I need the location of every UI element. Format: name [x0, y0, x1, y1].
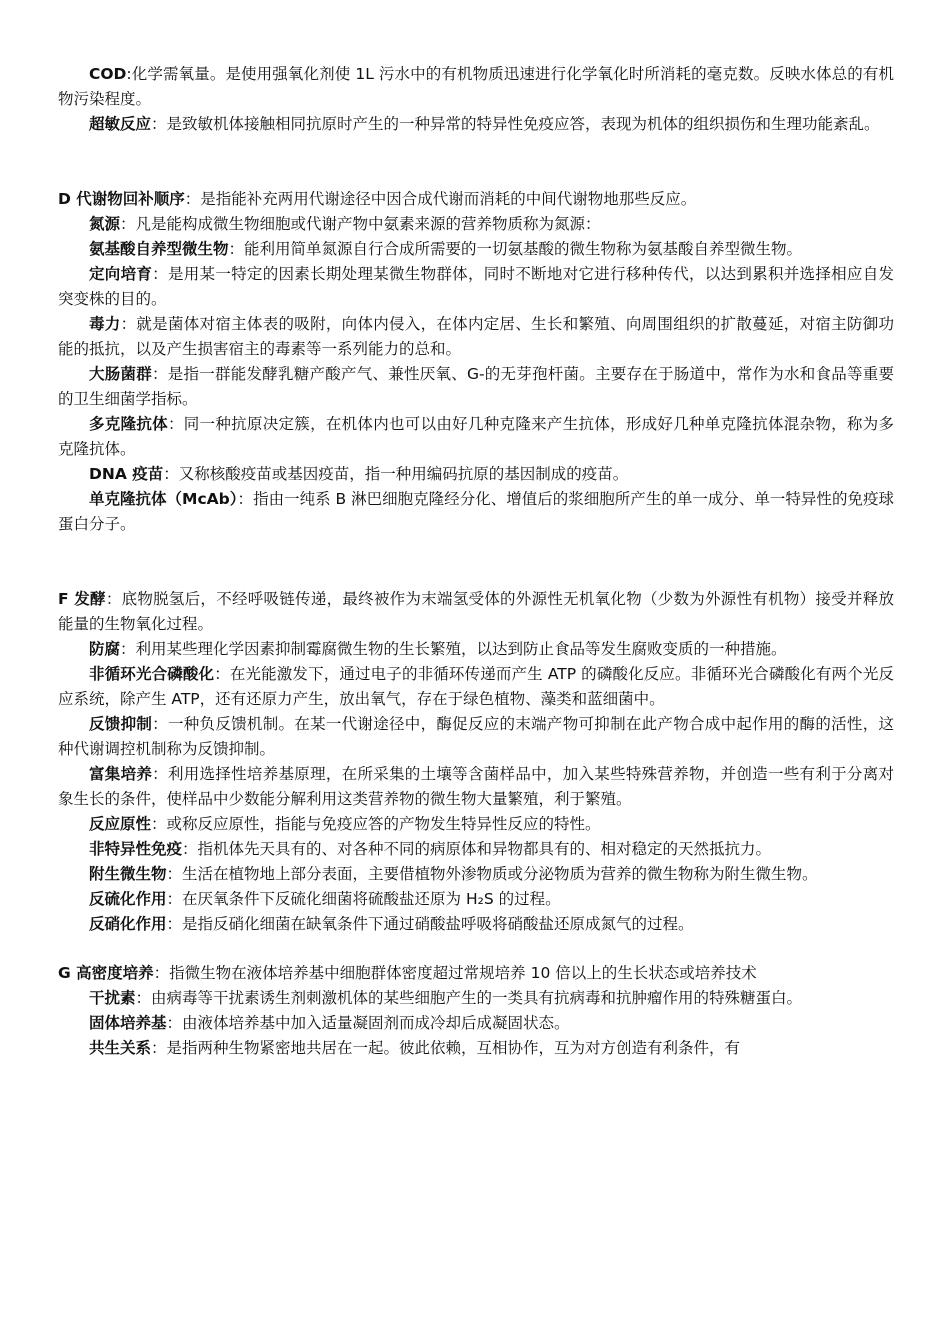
glossary-entry [58, 837, 894, 862]
section-gap [58, 137, 894, 187]
glossary-term: 超敏反应 [89, 115, 152, 133]
glossary-term: 反硫化作用 [89, 890, 167, 908]
glossary-definition: 是用某一特定的因素长期处理某微生物群体，同时不断地对它进行移种传代，以达到累积并选择相应自发突变株的目的。 [58, 265, 894, 308]
glossary-definition: 同一种抗原决定簇，在机体内也可以由好几种克隆来产生抗体，形成好几种单克隆抗体混杂物，称为多克隆抗体。 [58, 415, 894, 458]
term-separator: ： [166, 865, 183, 883]
term-separator: ： [153, 964, 170, 982]
term-separator: ： [214, 665, 230, 683]
glossary-definition: 是指两种生物紧密地共居在一起。彼此依赖，互相协作，互为对方创造有利条件，有 [166, 1039, 741, 1057]
glossary-definition: 凡是能构成微生物细胞或代谢产物中氨素来源的营养物质称为氮源： [135, 215, 601, 233]
glossary-definition: 化学需氧量。是使用强氧化剂使 1L 污水中的有机物质迅速进行化学氧化时所消耗的毫克数。反映水体总的有机物污染程度。 [58, 65, 894, 108]
term-separator: ： [152, 765, 168, 783]
term-separator: ： [184, 190, 201, 208]
glossary-entry [58, 112, 894, 137]
section-gap [58, 537, 894, 587]
section-letter: D [58, 190, 77, 208]
term-separator: ： [152, 365, 168, 383]
term-separator: ： [120, 315, 137, 333]
glossary-entry [58, 637, 894, 662]
glossary-term: 反馈抑制 [89, 715, 153, 733]
term-separator: ： [182, 840, 198, 858]
glossary-definition: 就是菌体对宿主体表的吸附，向体内侵入，在体内定居、生长和繁殖、向周围组织的扩散蔓延，对宿主防御功能的抵抗，以及产生损害宿主的毒素等一系列能力的总和。 [58, 315, 894, 358]
glossary-term: 反应原性 [89, 815, 152, 833]
term-separator: ： [237, 490, 254, 508]
term-separator: ： [105, 590, 122, 608]
glossary-term: 附生微生物 [89, 865, 167, 883]
glossary-definition: 是指一群能发酵乳糖产酸产气、兼性厌氧、G-的无芽孢杆菌。主要存在于肠道中，常作为水和食品等重要的卫生细菌学指标。 [58, 365, 894, 408]
glossary-definition: 或称反应原性，指能与免疫应答的产物发生特异性反应的特性。 [166, 815, 601, 833]
term-separator: ： [163, 465, 179, 483]
glossary-entry [58, 212, 894, 237]
glossary-entry [58, 187, 894, 212]
term-separator: ： [135, 989, 152, 1007]
glossary-definition: 是指能补充两用代谢途径中因合成代谢而消耗的中间代谢物地那些反应。 [200, 190, 697, 208]
glossary-term: 氮源 [89, 215, 121, 233]
glossary-term: 代谢物回补顺序 [76, 190, 185, 208]
term-separator: ： [166, 1014, 183, 1032]
term-separator: ： [152, 265, 168, 283]
glossary-definition: 是指反硝化细菌在缺氧条件下通过硝酸盐呼吸将硝酸盐还原成氮气的过程。 [182, 915, 694, 933]
glossary-entry [58, 862, 894, 887]
glossary-definition: 底物脱氢后，不经呼吸链传递，最终被作为末端氢受体的外源性无机氧化物（少数为外源性有机物）接受并释放能量的生物氧化过程。 [58, 590, 894, 633]
term-separator: ： [152, 715, 168, 733]
glossary-entry [58, 62, 894, 112]
glossary-term: 氨基酸自养型微生物 [89, 240, 229, 258]
glossary-entry [58, 412, 894, 462]
glossary-entry [58, 1036, 894, 1061]
glossary-definition: 一种负反馈机制。在某一代谢途径中，酶促反应的末端产物可抑制在此产物合成中起作用的酶的活性，这种代谢调控机制称为反馈抑制。 [58, 715, 894, 758]
section-letter: G [58, 964, 77, 982]
glossary-term: 富集培养 [89, 765, 153, 783]
glossary-term: 发酵 [74, 590, 106, 608]
term-separator: ： [151, 815, 167, 833]
glossary-term: DNA 疫苗 [89, 465, 164, 483]
glossary-definition: 指微生物在液体培养基中细胞群体密度超过常规培养 10 倍以上的生长状态或培养技术 [169, 964, 757, 982]
glossary-entry [58, 712, 894, 762]
term-separator: ： [167, 415, 184, 433]
glossary-entry [58, 312, 894, 362]
glossary-definition: 在光能激发下，通过电子的非循环传递而产生 ATP 的磷酸化反应。非循环光合磷酸化有两个光反应系统，除产生 ATP，还有还原力产生，放出氧气，存在于绿色植物、藻类和蓝细菌中。 [58, 665, 894, 708]
glossary-definition: 指由一纯系 B 淋巴细胞克隆经分化、增值后的浆细胞所产生的单一成分、单一特异性的免疫球蛋白分子。 [58, 490, 894, 533]
glossary-term: 固体培养基 [89, 1014, 167, 1032]
glossary-term: 反硝化作用 [89, 915, 167, 933]
glossary-definition: 生活在植物地上部分表面，主要借植物外渗物质或分泌物质为营养的微生物称为附生微生物。 [182, 865, 818, 883]
glossary-entry [58, 812, 894, 837]
glossary-entry [58, 362, 894, 412]
glossary-definition: 由病毒等干扰素诱生剂刺激机体的某些细胞产生的一类具有抗病毒和抗肿瘤作用的特殊糖蛋白。 [151, 989, 803, 1007]
glossary-definition: 由液体培养基中加入适量凝固剂而成冷却后成凝固状态。 [182, 1014, 570, 1032]
glossary-entry [58, 1011, 894, 1036]
glossary-entry [58, 961, 894, 986]
glossary-entry [58, 662, 894, 712]
glossary-term: 毒力 [89, 315, 121, 333]
glossary-entry [58, 462, 894, 487]
term-separator: ： [120, 640, 136, 658]
glossary-term: 高密度培养 [76, 964, 154, 982]
glossary-entry [58, 986, 894, 1011]
section-gap [58, 937, 894, 961]
glossary-entry [58, 887, 894, 912]
term-separator: : [126, 65, 132, 83]
glossary-term: 共生关系 [89, 1039, 152, 1057]
glossary-term: 大肠菌群 [89, 365, 152, 383]
glossary-term: 非特异性免疫 [89, 840, 183, 858]
glossary-definition: 指机体先天具有的、对各种不同的病原体和异物都具有的、相对稳定的天然抵抗力。 [197, 840, 772, 858]
term-separator: ： [151, 1039, 167, 1057]
glossary-term: COD [89, 65, 127, 83]
term-separator: ： [166, 915, 183, 933]
term-separator: ： [228, 240, 245, 258]
glossary-term: 多克隆抗体 [89, 415, 168, 433]
glossary-entry [58, 587, 894, 637]
glossary-entry [58, 762, 894, 812]
glossary-definition: 又称核酸疫苗或基因疫苗，指一种用编码抗原的基因制成的疫苗。 [178, 465, 629, 483]
term-separator: ： [166, 890, 183, 908]
term-separator: ： [151, 115, 167, 133]
glossary-entry [58, 237, 894, 262]
glossary-term: 防腐 [89, 640, 121, 658]
glossary-term: 非循环光合磷酸化 [89, 665, 215, 683]
glossary-definition: 利用某些理化学因素抑制霉腐微生物的生长繁殖，以达到防止食品等发生腐败变质的一种措施。 [135, 640, 787, 658]
term-separator: ： [120, 215, 136, 233]
glossary-entry [58, 262, 894, 312]
glossary-definition: 是致敏机体接触相同抗原时产生的一种异常的特异性免疫应答，表现为机体的组织损伤和生理功能紊乱。 [166, 115, 880, 133]
glossary-definition: 能利用简单氮源自行合成所需要的一切氨基酸的微生物称为氨基酸自养型微生物。 [244, 240, 803, 258]
glossary-entry [58, 487, 894, 537]
glossary-term: 定向培育 [89, 265, 153, 283]
glossary-term: 单克隆抗体（McAb） [89, 490, 238, 508]
glossary-definition: 利用选择性培养基原理，在所采集的土壤等含菌样品中，加入某些特殊营养物，并创造一些有利于分离对象生长的条件，使样品中少数能分解利用这类营养物的微生物大量繁殖，利于繁殖。 [58, 765, 894, 808]
glossary-term: 干扰素 [89, 989, 136, 1007]
glossary-definition: 在厌氧条件下反硫化细菌将硫酸盐还原为 H₂S 的过程。 [182, 890, 561, 908]
section-letter: F [58, 590, 75, 608]
glossary-entry [58, 912, 894, 937]
